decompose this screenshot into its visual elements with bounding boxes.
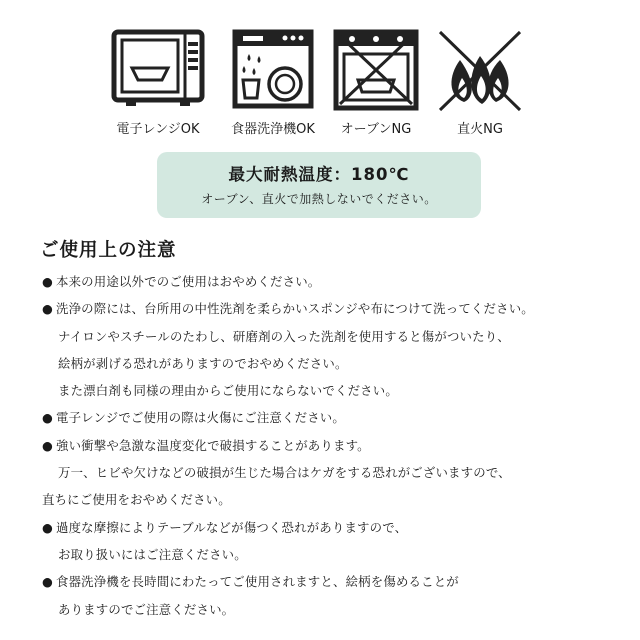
usage-note-line bbox=[42, 295, 612, 322]
usage-note-line bbox=[42, 268, 612, 295]
oven-ng-label: オーブンNG bbox=[340, 122, 412, 137]
bullet-icon: ● bbox=[42, 519, 54, 535]
usage-note-line bbox=[42, 404, 612, 431]
usage-note-text: 本来の用途以外でのご使用はおやめください。 bbox=[56, 274, 321, 289]
open-flame-ng-label: 直火NG bbox=[457, 122, 503, 137]
care-item-dishwasher bbox=[223, 26, 323, 138]
usage-note-text: 絵柄が剥げる恐れがありますのでおやめください。 bbox=[58, 355, 348, 371]
bullet-icon: ● bbox=[42, 301, 54, 317]
usage-note-line bbox=[42, 596, 612, 623]
usage-note-line bbox=[42, 486, 612, 513]
usage-note-line bbox=[42, 568, 612, 595]
usage-note-text: ナイロンやスチールのたわし、研磨剤の入った洗剤を使用すると傷がついたり、 bbox=[58, 328, 510, 344]
usage-note-line bbox=[42, 514, 612, 541]
microwave-icon bbox=[110, 26, 206, 110]
usage-note-line bbox=[42, 432, 612, 459]
usage-note-text: 食器洗浄機を長時間にわたってご使用されますと、絵柄を傷めることが bbox=[56, 574, 459, 590]
usage-note-text: お取り扱いにはご注意ください。 bbox=[58, 546, 247, 562]
care-item-microwave bbox=[108, 26, 208, 138]
max-temperature-box bbox=[157, 152, 481, 218]
usage-note-line bbox=[42, 377, 612, 404]
bullet-icon: ● bbox=[42, 410, 54, 426]
bullet-icon: ● bbox=[42, 437, 54, 453]
oven-crossed-icon bbox=[330, 26, 422, 114]
usage-note-text: 直ちにご使用をおやめください。 bbox=[42, 492, 231, 508]
care-item-open-flame bbox=[430, 26, 530, 138]
microwave-ok-label: 電子レンジOK bbox=[116, 122, 200, 137]
usage-notes-heading: ご使用上の注意 bbox=[40, 240, 177, 261]
care-item-oven bbox=[326, 26, 426, 138]
max-temperature-title: 最大耐熱温度：180℃ bbox=[228, 165, 410, 184]
usage-note-text: また漂白剤も同様の理由からご使用にならないでください。 bbox=[58, 383, 398, 399]
usage-note-text: ありますのでご注意ください。 bbox=[58, 601, 235, 617]
usage-note-line bbox=[42, 459, 612, 486]
flame-crossed-icon bbox=[434, 26, 526, 114]
max-temperature-note: オーブン、直火で加熱しないでください。 bbox=[201, 192, 437, 206]
usage-note-text: 強い衝撃や急激な温度変化で破損することがあります。 bbox=[56, 437, 370, 453]
usage-note-line bbox=[42, 323, 612, 350]
usage-note-line bbox=[42, 350, 612, 377]
bullet-icon: ● bbox=[42, 574, 54, 590]
dishwasher-ok-label: 食器洗浄機OK bbox=[231, 122, 315, 137]
usage-note-text: 電子レンジでご使用の際は火傷にご注意ください。 bbox=[56, 410, 345, 426]
dishwasher-icon bbox=[231, 26, 315, 110]
bullet-icon: ● bbox=[42, 274, 54, 289]
usage-note-text: 万一、ヒビや欠けなどの破損が生じた場合はケガをする恐れがございますので、 bbox=[58, 465, 511, 481]
usage-note-text: 過度な摩擦によりテーブルなどが傷つく恐れがありますので、 bbox=[56, 519, 408, 535]
care-icons-row bbox=[100, 26, 540, 138]
usage-notes-list bbox=[42, 268, 612, 623]
usage-note-text: 洗浄の際には、台所用の中性洗剤を柔らかいスポンジや布につけて洗ってください。 bbox=[56, 301, 534, 317]
usage-note-line bbox=[42, 541, 612, 568]
